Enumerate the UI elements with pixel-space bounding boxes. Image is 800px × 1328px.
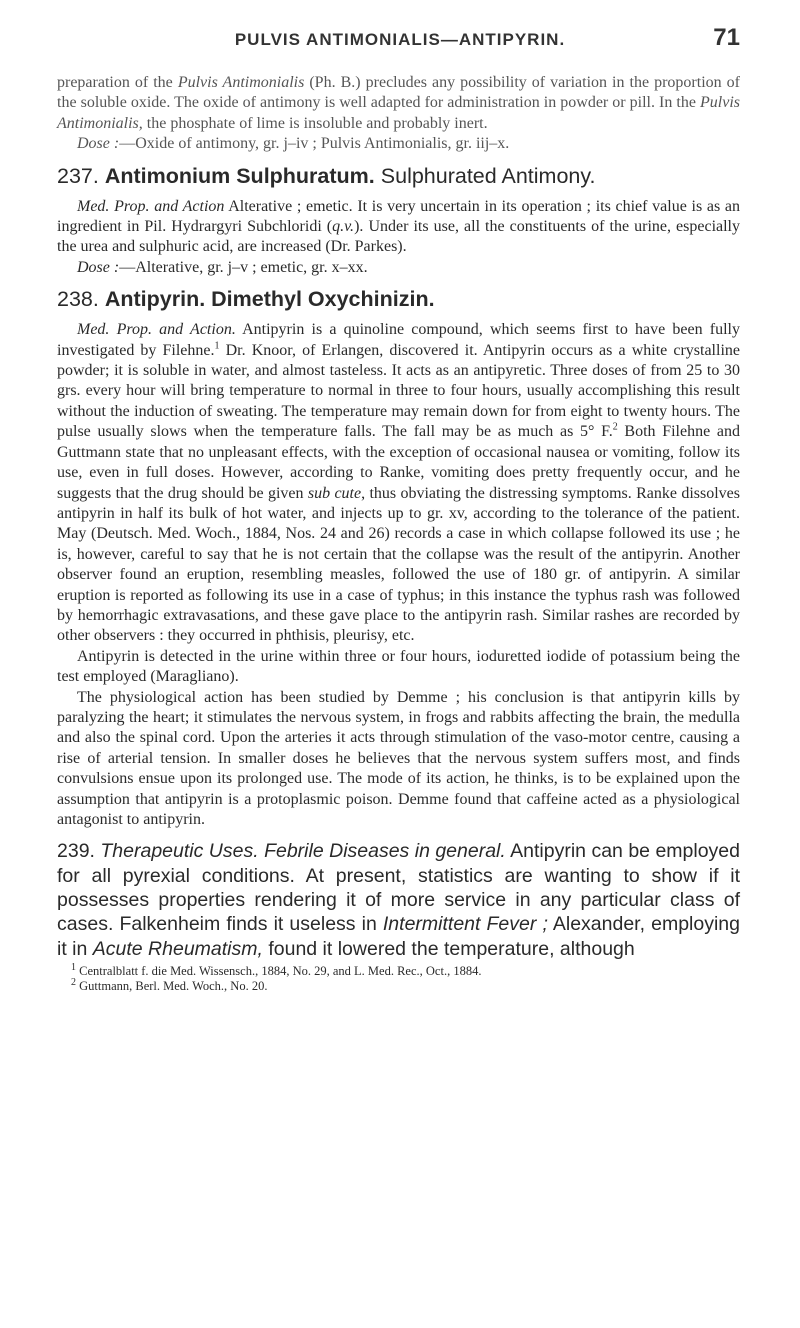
intro-text: preparation of the bbox=[57, 74, 178, 91]
paragraph-text: Dr. Knoor, of Erlangen, discovered it. Antipyrin occurs as a white crystalline powder; it is soluble in water, and almost tasteless. It acts as an antipyretic. Three doses of from 25 to 30 grs. every hour will bring temperature to normal in three to four hours, usually accomplishing this result without the induction of sweating. The temperature may remain down for from eight to twenty hours. The pulse usually slows when the temperature falls. The fall may be as much as 5° F. bbox=[57, 341, 740, 441]
page-body bbox=[57, 73, 740, 994]
section-title: Antipyrin. Dimethyl Oxychinizin. bbox=[104, 287, 435, 312]
section-237-paragraph bbox=[57, 197, 740, 258]
intro-paragraph bbox=[57, 73, 740, 134]
paragraph-text: Alexander, employing it in bbox=[57, 913, 740, 960]
paragraph-text: Antipyrin can be employed for all pyrexial conditions. At present, statistics are wanting to show if it possesses properties rendering it of more service in any particular class of cases. Falkenheim finds it useless in bbox=[57, 840, 740, 936]
footnote bbox=[71, 976, 740, 994]
section-title: Antimonium Sulphuratum. bbox=[104, 163, 375, 188]
intro-italic-term: Pulvis Antimonialis bbox=[177, 74, 305, 91]
section-237-heading bbox=[57, 164, 740, 189]
paragraph-label: Med. Prop. and Action. bbox=[77, 321, 236, 339]
section-238-heading bbox=[57, 287, 740, 312]
section-subtitle: Sulphurated Antimony. bbox=[380, 163, 596, 188]
paragraph-text: , thus obviating the distressing symptoms. Ranke dissolves antipyrin in half its bulk of hot water, and injects up to gr. xv, according to the tolerance of the patient. May (Deutsch. Med. Woch., 1884, Nos. 24 and 26) records a case in which collapse followed its use ; he is, however, careful to say that he is not certain that the collapse was the result of the antipyrin. Another observer found an eruption, resembling measles, followed the use of 180 gr. of antipyrin. A similar eruption is reported as following its use in a case of typhus; in this instance the typhus rash was followed by hemorrhagic extravasations, and these gave place to the antipyrin rash. Similar rashes are recorded by other observers : they occurred in phthisis, pleurisy, etc. bbox=[57, 484, 741, 645]
footnote-ref: 2 bbox=[612, 421, 618, 433]
footnote-ref: 1 bbox=[214, 340, 220, 352]
footnote bbox=[71, 961, 740, 979]
italic-term: Acute Rheumatism, bbox=[92, 937, 263, 960]
section-title: Therapeutic Uses. bbox=[100, 840, 259, 863]
footnotes bbox=[57, 961, 740, 994]
intro-text: the phosphate of lime is insoluble and probably inert. bbox=[142, 114, 488, 132]
section-number: 237. bbox=[57, 163, 99, 188]
paragraph-text: Both Filehne and Guttmann state that no unpleasant effects, with the exception of occasional nausea or vomiting, follow its use, even in full doses. However, according to Ranke, vomiting does pretty frequently occur, and he suggests that the drug should be given bbox=[57, 423, 740, 502]
section-subtitle: Febrile Diseases in general. bbox=[264, 840, 506, 863]
section-238-paragraph-3: The physiological action has been studied by Demme ; his conclusion is that antipyrin kills by paralyzing the heart; it stimulates the nervous system, in frogs and rabbits affecting the brain, the medulla and also the spinal cord. Upon the arteries it acts through stimulation of the vaso-motor centre, causing a rise of arterial tension. In smaller doses he believes that the nervous system suffers most, and finds convulsions ensue upon its prolonged use. The mode of its action, he thinks, is to be explained upon the assumption that antipyrin is a protoplasmic poison. Demme found that caffeine acted as a physiological antagonist to antipyrin. bbox=[57, 688, 740, 828]
intro-text: (Ph. B.) precludes any possibility of variation in the proportion of the soluble oxide. The oxide of antimony is well adapted for administration in powder or pill. In the bbox=[57, 74, 741, 112]
section-number: 239. bbox=[57, 840, 95, 863]
dose-text: —Oxide of antimony, gr. j–iv ; Pulvis Antimonialis, gr. iij–x. bbox=[119, 135, 510, 153]
footnote-mark: 2 bbox=[71, 976, 76, 988]
section-239-paragraph bbox=[57, 839, 740, 960]
section-number: 238. bbox=[57, 287, 99, 312]
page-header bbox=[60, 24, 740, 66]
section-238-paragraph-2: Antipyrin is detected in the urine within three or four hours, ioduretted iodide of potassium being the test employed (Maragliano). bbox=[57, 647, 740, 686]
intro-italic-term: Pulvis Antimonialis, bbox=[57, 94, 740, 132]
dose-text: —Alterative, gr. j–v ; emetic, gr. x–xx. bbox=[119, 258, 368, 276]
section-237-dose bbox=[57, 258, 740, 278]
footnote-mark: 1 bbox=[71, 961, 76, 973]
paragraph-text: Alterative ; emetic. It is very uncertain in its operation ; its chief value is as an ingredient in Pil. Hydrargyri Subchloridi ( bbox=[57, 197, 741, 236]
running-title: PULVIS ANTIMONIALIS—ANTIPYRIN. bbox=[234, 30, 566, 49]
italic-term: sub cute bbox=[307, 484, 362, 502]
dose-label: Dose : bbox=[77, 258, 120, 276]
cross-reference: q.v. bbox=[332, 218, 355, 236]
paragraph-label: Med. Prop. and Action bbox=[77, 197, 225, 215]
dose-label: Dose : bbox=[77, 135, 120, 153]
paragraph-text: found it lowered the temperature, although bbox=[262, 937, 635, 960]
footnote-text: Guttmann, Berl. Med. Woch., No. 20. bbox=[76, 978, 268, 993]
italic-term: Intermittent Fever ; bbox=[382, 913, 548, 936]
intro-dose bbox=[57, 134, 740, 154]
footnote-text: Centralblatt f. die Med. Wissensch., 1884, No. 29, and L. Med. Rec., Oct., 1884. bbox=[76, 963, 482, 978]
paragraph-text: Antipyrin is a quinoline compound, which seems first to have been fully investigated by Filehne. bbox=[57, 321, 741, 359]
page-number: 71 bbox=[713, 24, 740, 51]
section-238-paragraph-1 bbox=[57, 320, 740, 647]
paragraph-text: ). Under its use, all the constituents of the urine, especially the urea and sulphuric acid, are increased (Dr. Parkes). bbox=[57, 218, 741, 256]
